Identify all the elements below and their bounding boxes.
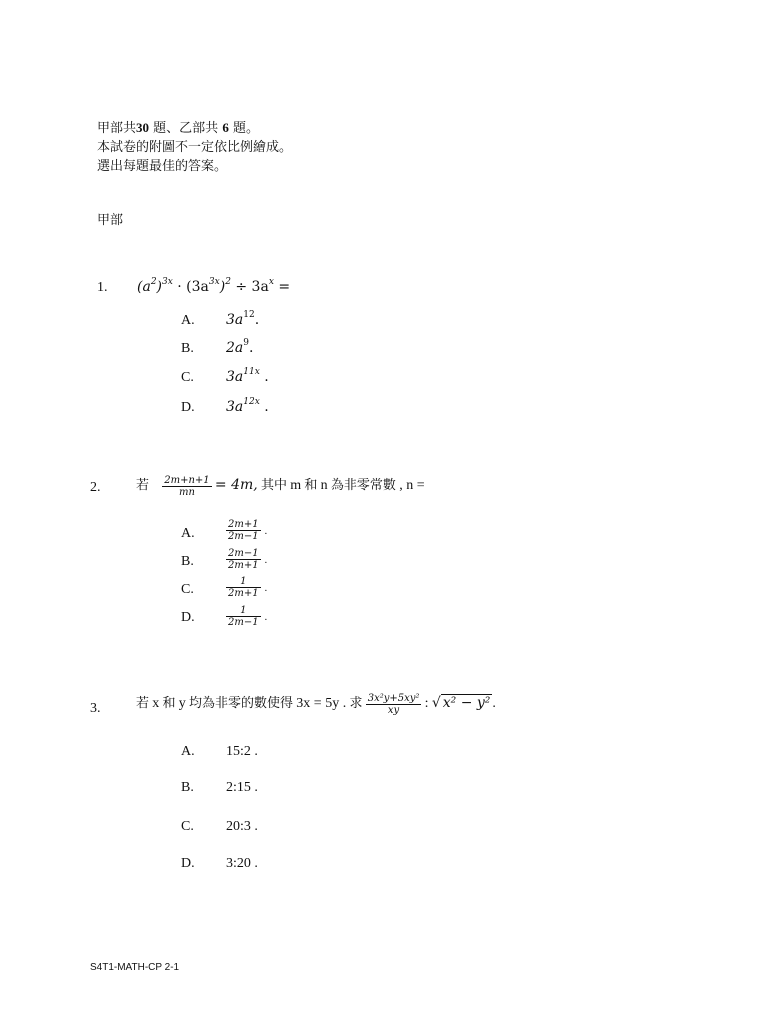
instruction-line-1: [97, 118, 292, 138]
q1-option-d-letter[interactable]: D.: [181, 400, 195, 415]
q3-option-c-letter[interactable]: C.: [181, 819, 194, 834]
instruction-text: 甲部共: [97, 121, 137, 136]
q3-stem: [136, 692, 496, 716]
q2-number: 2.: [90, 480, 101, 495]
q1-option-c-letter[interactable]: C.: [181, 370, 194, 385]
q3-var-x: x: [152, 696, 160, 711]
instructions: [97, 118, 292, 176]
q1-option-c-value: $3a^{11x}$ .: [226, 367, 269, 385]
q3-text: 均為非零的數使得: [189, 696, 294, 711]
q3-equation: 3x = 5y .: [296, 696, 347, 711]
footer-code: S4T1-MATH-CP 2-1: [90, 962, 180, 973]
q2-option-b-value: $\frac{2m-1}{2m+1}$ .: [228, 548, 268, 571]
q1-option-d-value: $3a^{12x}$ .: [226, 397, 269, 415]
q3-option-a-letter[interactable]: A.: [181, 744, 195, 759]
q2-option-d-value: $\frac{1}{2m-1}$ .: [228, 605, 268, 628]
q2-text: 和: [304, 478, 318, 493]
q2-option-c-letter[interactable]: C.: [181, 582, 194, 597]
q2-stem: [136, 474, 425, 498]
instruction-line-3: 選出每題最佳的答案。: [97, 159, 228, 174]
q3-option-c-value: 20:3 .: [226, 819, 258, 834]
q3-end: .: [492, 696, 496, 711]
q2-var-n: n: [320, 478, 328, 493]
q2-option-b-letter[interactable]: B.: [181, 554, 194, 569]
q3-if-text: 若: [136, 696, 150, 711]
q1-option-b-letter[interactable]: B.: [181, 341, 194, 356]
q1-number: 1.: [97, 280, 108, 295]
instruction-text: 題、乙部共: [153, 121, 219, 136]
instruction-text: 題。: [232, 121, 259, 136]
q2-option-a-letter[interactable]: A.: [181, 526, 195, 541]
q2-fraction: $\frac{2m+n+1}{mn}$: [164, 474, 210, 498]
q1-option-b-value: $2a^9$.: [226, 338, 254, 356]
q3-colon: :: [424, 696, 429, 711]
q2-option-d-letter[interactable]: D.: [181, 610, 195, 625]
q1-stem: $(a^2)^{3x} \cdot (3a^{3x})^2 \div 3a^x$ =: [137, 277, 291, 295]
q3-option-d-value: 3:20 .: [226, 856, 258, 871]
q2-option-c-value: $\frac{1}{2m+1}$ .: [228, 576, 268, 599]
q3-sqrt: √ x² − y²: [431, 695, 491, 711]
section-a-heading: 甲部: [97, 213, 124, 228]
section-a-count: 30: [136, 120, 150, 135]
q3-option-a-value: 15:2 .: [226, 744, 258, 759]
q3-option-d-letter[interactable]: D.: [181, 856, 195, 871]
q3-fraction: $\frac{\text{3x²y+5xy²}}{xy}$: [367, 692, 420, 716]
q3-text: 和: [162, 696, 176, 711]
q3-option-b-value: 2:15 .: [226, 780, 258, 795]
q3-number: 3.: [90, 701, 101, 716]
q2-option-a-value: $\frac{2m+1}{2m-1}$ .: [228, 519, 268, 542]
q2-var-m: m: [290, 478, 302, 493]
q3-option-b-letter[interactable]: B.: [181, 780, 194, 795]
q3-var-y: y: [178, 696, 186, 711]
q2-tail: , n =: [399, 478, 425, 493]
q3-find-text: 求: [349, 696, 363, 711]
q2-if-text: 若: [136, 478, 150, 493]
q1-option-a-letter[interactable]: A.: [181, 313, 195, 328]
q2-equation: = 4m,: [214, 477, 258, 493]
section-b-count: 6: [222, 120, 229, 135]
q1-option-a-value: $3a^{12}$.: [226, 310, 260, 328]
q2-text: 其中: [261, 478, 288, 493]
q2-text: 為非零常數: [330, 478, 396, 493]
instruction-line-2: 本試卷的附圖不一定依比例繪成。: [97, 140, 293, 155]
